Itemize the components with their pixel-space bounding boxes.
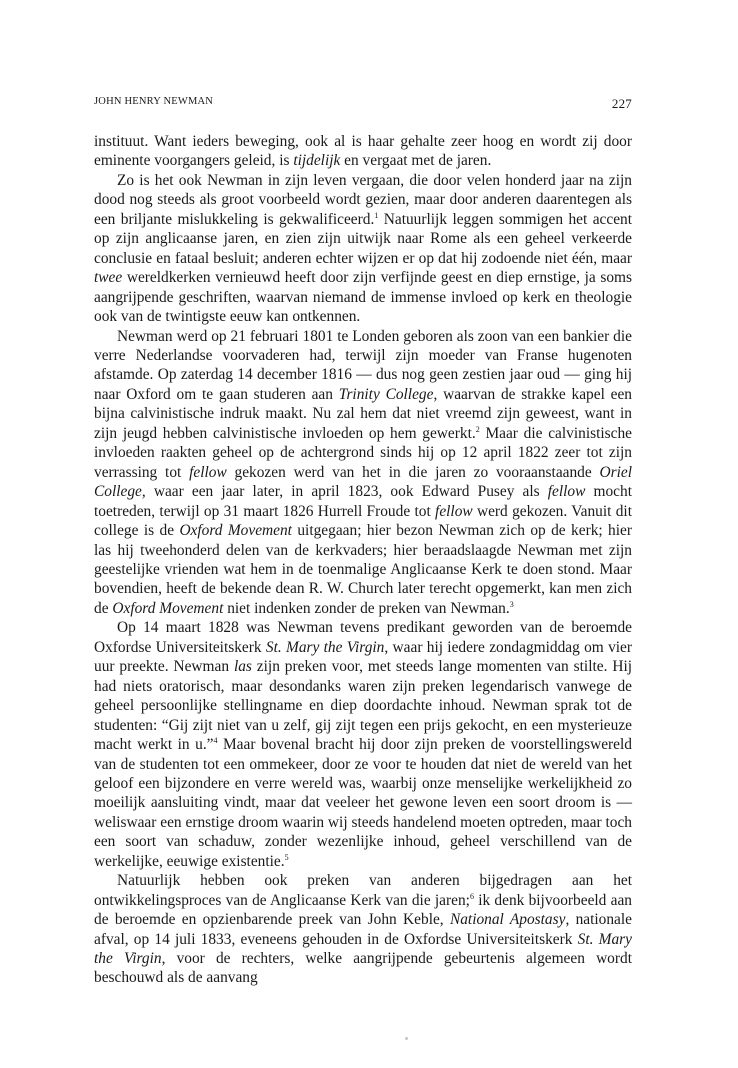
text-run: wereldkerken vernieuwd heeft door zijn verfijnde geest en diep ernstige, ja soms aangrijpende geschriften, waarvan niemand de immense invloed op kerk en theologie ook van de twintigste eeuw kan ontkennen.: [94, 269, 632, 326]
text-run: gekozen werd van het in die jaren zo vooraanstaande: [226, 463, 600, 481]
text-run: , voor de rechters, welke aangrijpende gebeurtenis algemeen wordt beschouwd als de aanvang: [94, 950, 632, 987]
text-run: , nationale afval, op 14 juli 1833, eveneens gehouden in de Oxfordse Universiteitskerk: [94, 911, 632, 948]
paragraph-3: [94, 327, 632, 619]
text-run: Zo is het ook Newman in zijn leven vergaan, die door velen honderd jaar na zijn dood nog steeds als groot voorbeeld wordt gezien, maar door anderen daarentegen als een briljante mislukkeling is gekwalificeerd.: [94, 171, 632, 228]
running-header: [94, 96, 632, 112]
italic-text: twee: [94, 269, 123, 287]
text-run: , waar een jaar later, in april 1823, ook Edward Pusey als: [141, 483, 548, 501]
text-run: Natuurlijk leggen sommigen het accent op zijn anglicaanse jaren, en zien zijn uitwijk naar Rome als een geheel verkeerde conclusie en fataal besluit; anderen echter wijzen er op dat hij zodoende niet één, maar: [94, 210, 633, 267]
text-run: Maar die calvinistische invloeden raakten geheel op de achtergrond sinds hij op 12 april 1822 zeer tot zijn verrassing tot: [94, 424, 632, 481]
footnote-ref: 1: [374, 210, 379, 220]
text-run: en vergaat met de jaren.: [340, 152, 492, 170]
text-run: Op 14 maart 1828 was Newman tevens predikant geworden van de beroemde Oxfordse Universiteitskerk: [94, 619, 632, 656]
text-run: ik denk bijvoorbeeld aan de beroemde en opzienbarende preek van John Keble,: [94, 891, 632, 929]
text-run: niet indenken zonder de preken van Newman.: [223, 599, 510, 617]
italic-text: St. Mary the Virgin: [94, 930, 632, 968]
footnote-ref: 5: [284, 852, 289, 862]
text-run: , waarvan de strakke kapel een bijna calvinistische indruk maakt. Nu zal hem dat niet vreemd zijn geweest, want in zijn jeugd hebben calvinistische invloeden op hem gewerkt.: [94, 385, 632, 442]
text-run: instituut. Want ieders beweging, ook al is haar gehalte zeer hoog en wordt zij door eminente voorgangers geleid, is: [94, 133, 632, 170]
italic-text: Oxford Movement: [179, 522, 292, 540]
footnote-ref: 2: [475, 424, 480, 434]
page-number: 227: [611, 96, 632, 111]
italic-text: Oxford Movement: [112, 599, 224, 617]
italic-text: Oriel College: [94, 463, 632, 501]
paragraph-1: [94, 132, 632, 171]
footnote-ref: 3: [509, 599, 514, 609]
italic-text: Trinity College: [338, 385, 434, 403]
paragraph-4: [94, 618, 632, 871]
text-run: Natuurlijk hebben ook preken van anderen bijgedragen aan het ontwikkelingsproces van de Anglicaanse Kerk van die jaren;: [94, 872, 632, 909]
running-title: JOHN HENRY NEWMAN: [94, 96, 214, 107]
text-run: uitgegaan; hier bezon Newman zich op de kerk; hier las hij tweehonderd delen van de kerkvaders; hier beraadslaagde Newman met zijn geestelijke vrienden wat hem in de toenmalige Anglicaanse Kerk te doen stond. Maar bovendien, heeft de bekende dean R. W. Church later terecht opgemerkt, kan men zich de: [94, 522, 632, 617]
italic-text: las: [233, 658, 252, 676]
paragraph-2: [94, 171, 632, 327]
scan-speck: [405, 1037, 408, 1040]
text-run: Maar bovenal bracht hij door zijn preken de voorstellingswereld van de studenten tot een ommekeer, door ze voor te houden dat niet de wereld van het geloof een bijzondere en verre wereld was, waarbij onze menselijke werkelijkheid zo moeilijk aansluiting vindt, maar dat veeleer het gewone leven een soort droom is — weliswaar een ernstige droom waarin wij steeds handelend moeten optreden, maar toch een soort van schaduw, zonder wezenlijke inhoud, geheel verschillend van de werkelijke, eeuwige existentie.: [94, 736, 632, 870]
italic-text: tijdelijk: [293, 152, 341, 170]
italic-text: fellow: [435, 502, 473, 520]
footnote-ref: 6: [469, 891, 474, 901]
italic-text: St. Mary the Virgin: [265, 638, 385, 656]
text-run: zijn preken voor, met steeds lange momenten van stilte. Hij had niets oratorisch, maar desondanks waren zijn preken legendarisch vanwege de geheel persoonlijke stellingname en diep doordachte inhoud. Newman sprak tot de studenten: “Gij zijt niet van u zelf, gij zijt tegen een prijs gekocht, en een mysterieuze macht werkt in u.”: [94, 658, 633, 754]
italic-text: National Apostasy: [449, 911, 566, 929]
body-text: [94, 132, 632, 988]
footnote-ref: 4: [213, 736, 218, 746]
italic-text: fellow: [189, 463, 227, 481]
text-run: Newman werd op 21 februari 1801 te Londen geboren als zoon van een bankier die verre Nederlandse voorvaderen had, terwijl zijn moeder van Franse hugenoten afstamde. Op zaterdag 14 december 1816 — dus nog geen zestien jaar oud — ging hij naar Oxford om te gaan studeren aan: [94, 327, 632, 403]
text-run: werd gekozen. Vanuit dit college is de: [94, 502, 632, 540]
italic-text: fellow: [547, 483, 586, 501]
paragraph-5: [94, 871, 632, 988]
text-run: mocht toetreden, terwijl op 31 maart 1826 Hurrell Froude tot: [94, 483, 632, 520]
text-run: , waar hij iedere zondagmiddag om vier uur preekte. Newman: [94, 638, 633, 676]
